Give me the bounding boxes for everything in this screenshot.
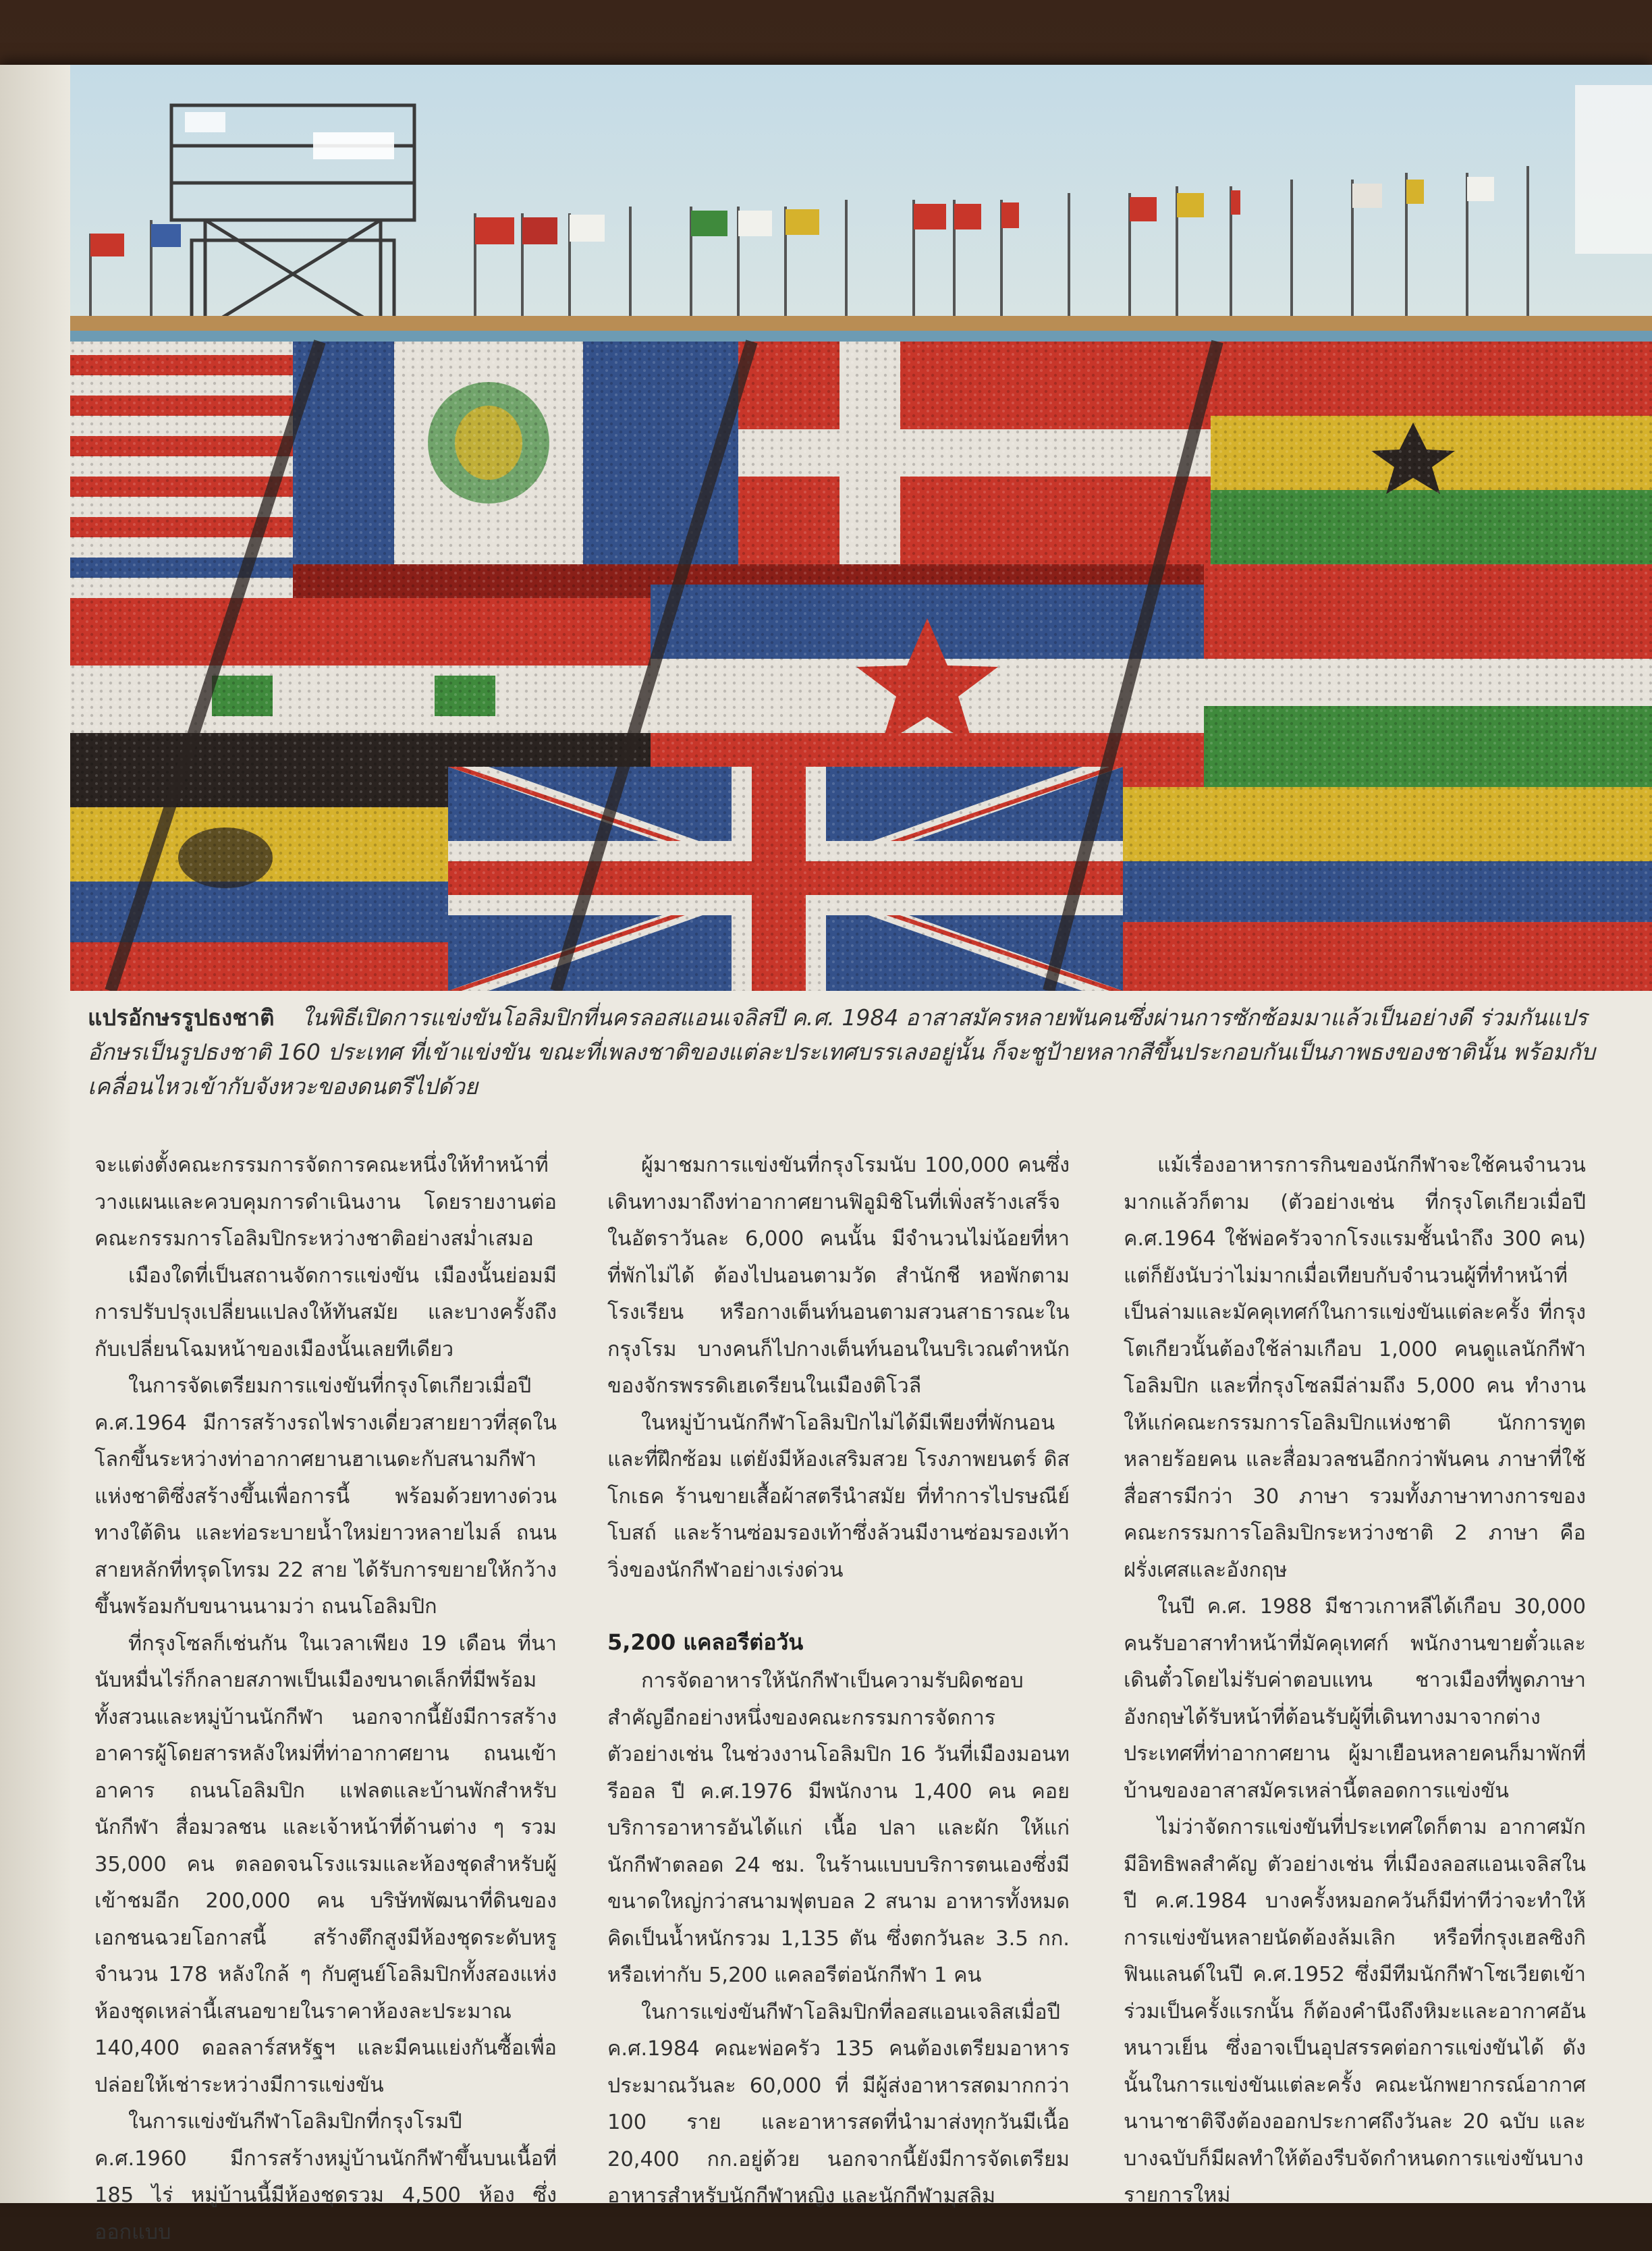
caption-body: ในพิธีเปิดการแข่งขันโอลิมปิกที่นครลอสแอนเจลิสปี ค.ศ. 1984 อาสาสมัครหลายพันคนซึ่งผ่านการซักซ้อมมาแล้วเป็นอย่างดี ร่วมกันแปรอักษรเป็นรูปธงชาติ 160 ประเทศ ที่เข้าแข่งขัน ขณะที่เพลงชาติของแต่ละประเทศบรรเลงอยู่นั้น ก็จะชูป้ายหลากสีขึ้นประกอบกันเป็นภาพธงของชาตินั้น พร้อมกับเคลื่อนไหวเข้ากับจังหวะของดนตรีไปด้วย [88, 1004, 1595, 1100]
stadium-flag-card-stunt-photo [70, 65, 1652, 991]
text-column-2 [607, 1147, 1070, 2215]
paragraph: แม้เรื่องอาหารการกินของนักกีฬาจะใช้คนจำนวนมากแล้วก็ตาม (ตัวอย่างเช่น ที่กรุงโตเกียวเมื่อปี ค.ศ.1964 ใช้พ่อครัวจากโรงแรมชั้นนำถึง 300 คน) แต่ก็ยังนับว่าไม่มากเมื่อเทียบกับจำนวนผู้ที่ทำหน้าที่เป็นล่ามและมัคคุเทศก์ในการแข่งขันแต่ละครั้ง ที่กรุงโตเกียวนั้นต้องใช้ล่ามเกือบ 1,000 คนดูแลนักกีฬาโอลิมปิก และที่กรุงโซลมีล่ามถึง 5,000 คน ทำงานให้แก่คณะกรรมการโอลิมปิกแห่งชาติ นักการทูตหลายร้อยคน และสื่อมวลชนอีกกว่าพันคน ภาษาที่ใช้สื่อสารมีกว่า 30 ภาษา รวมทั้งภาษาทางการของคณะกรรมการโอลิมปิกระหว่างชาติ 2 ภาษา คือฝรั่งเศสและอังกฤษ [1124, 1154, 1586, 1582]
paragraph: ในการแข่งขันกีฬาโอลิมปิกที่กรุงโรมปี ค.ศ.1960 มีการสร้างหมู่บ้านนักกีฬาขึ้นบนเนื้อที่ 185 ไร่ หมู่บ้านนี้มีห้องชุดรวม 4,500 ห้อง ซึ่งออกแบบ [94, 2110, 557, 2244]
text-column-1 [94, 1147, 557, 2251]
paragraph: ในการแข่งขันกีฬาโอลิมปิกที่ลอสแอนเจลิสเมื่อปี ค.ศ.1984 คณะพ่อครัว 135 คนต้องเตรียมอาหารประมาณวันละ 60,000 ที่ มีผู้ส่งอาหารสดมากกว่า 100 ราย และอาหารสดที่นำมาส่งทุกวันมีเนื้อ 20,400 กก.อยู่ด้วย นอกจากนี้ยังมีการจัดเตรียมอาหารสำหรับนักกีฬาหญิง และนักกีฬามุสลิม [607, 2000, 1070, 2208]
paragraph: ผู้มาชมการแข่งขันที่กรุงโรมนับ 100,000 คนซึ่งเดินทางมาถึงท่าอากาศยานฟิอูมิชิโนที่เพิ่งสร้างเสร็จในอัตราวันละ 6,000 คนนั้น มีจำนวนไม่น้อยที่หาที่พักไม่ได้ ต้องไปนอนตามวัด สำนักชี หอพักตามโรงเรียน หรือกางเต็นท์นอนตามสวนสาธารณะในกรุงโรม บางคนก็ไปกางเต็นท์นอนในบริเวณตำหนักของจักรพรรดิเฮเดรียนในเมืองติโวลี [607, 1154, 1070, 1398]
paragraph: จะแต่งตั้งคณะกรรมการจัดการคณะหนึ่งให้ทำหน้าที่วางแผนและควบคุมการดำเนินงาน โดยรายงานต่อคณะกรรมการโอลิมปิกระหว่างชาติอย่างสม่ำเสมอ [94, 1154, 557, 1251]
paragraph: ในการจัดเตรียมการแข่งขันที่กรุงโตเกียวเมื่อปี ค.ศ.1964 มีการสร้างรถไฟรางเดี่ยวสายยาวที่สุดในโลกขึ้นระหว่างท่าอากาศยานฮาเนดะกับสนามกีฬาแห่งชาติซึ่งสร้างขึ้นเพื่อการนี้ พร้อมด้วยทางด่วน ทางใต้ดิน และท่อระบายน้ำใหม่ยาวหลายไมล์ ถนนสายหลักที่ทรุดโทรม 22 สาย ได้รับการขยายให้กว้างขึ้นพร้อมกับขนานนามว่า ถนนโอลิมปิก [94, 1374, 557, 1619]
paragraph: เมืองใดที่เป็นสถานจัดการแข่งขัน เมืองนั้นย่อมมีการปรับปรุงเปลี่ยนแปลงให้ทันสมัย และบางครั้งถึงกับเปลี่ยนโฉมหน้าของเมืองนั้นเลยทีเดียว [94, 1264, 557, 1361]
paragraph: การจัดอาหารให้นักกีฬาเป็นความรับผิดชอบสำคัญอีกอย่างหนึ่งของคณะกรรมการจัดการ ตัวอย่างเช่น ในช่วงงานโอลิมปิก 16 วันที่เมืองมอนทรีออล ปี ค.ศ.1976 มีพนักงาน 1,400 คน คอยบริการอาหารอันได้แก่ เนื้อ ปลา และผัก ให้แก่นักกีฬาตลอด 24 ชม. ในร้านแบบบริการตนเองซึ่งมีขนาดใหญ่กว่าสนามฟุตบอล 2 สนาม อาหารทั้งหมดคิดเป็นน้ำหนักรวม 1,135 ตัน ซึ่งตกวันละ 3.5 กก. หรือเท่ากับ 5,200 แคลอรีต่อนักกีฬา 1 คน [607, 1669, 1070, 1987]
paragraph: ไม่ว่าจัดการแข่งขันที่ประเทศใดก็ตาม อากาศมักมีอิทธิพลสำคัญ ตัวอย่างเช่น ที่เมืองลอสแอนเจลิสในปี ค.ศ.1984 บางครั้งหมอกควันก็มีท่าทีว่าจะทำให้การแข่งขันหลายนัดต้องล้มเลิก หรือที่กรุงเฮลซิงกิฟินแลนด์ในปี ค.ศ.1952 ซึ่งมีทีมนักกีฬาโซเวียตเข้าร่วมเป็นครั้งแรกนั้น ก็ต้องคำนึงถึงหิมะและอากาศอันหนาวเย็น ซึ่งอาจเป็นอุปสรรคต่อการแข่งขันได้ ดังนั้นในการแข่งขันแต่ละครั้ง คณะนักพยากรณ์อากาศนานาชาติจึงต้องออกประกาศถึงวันละ 20 ฉบับ และบางฉบับก็มีผลทำให้ต้องรีบจัดกำหนดการแข่งขันบางรายการใหม่ [1124, 1816, 1586, 2207]
caption-title: แปรอักษรรูปธงชาติ [88, 1004, 275, 1031]
section-heading: 5,200 แคลอรีต่อวัน [607, 1629, 804, 1655]
paragraph: ที่กรุงโซลก็เช่นกัน ในเวลาเพียง 19 เดือน ที่นานับหมื่นไร่ก็กลายสภาพเป็นเมืองขนาดเล็กที่มีพร้อมทั้งสวนและหมู่บ้านนักกีฬา นอกจากนี้ยังมีการสร้างอาคารผู้โดยสารหลังใหม่ที่ท่าอากาศยาน ถนนเข้าอาคาร ถนนโอลิมปิก แฟลตและบ้านพักสำหรับนักกีฬา สื่อมวลชน และเจ้าหน้าที่ด้านต่าง ๆ รวม 35,000 คน ตลอดจนโรงแรมและห้องชุดสำหรับผู้เข้าชมอีก 200,000 คน บริษัทพัฒนาที่ดินของเอกชนฉวยโอกาสนี้ สร้างตึกสูงมีห้องชุดระดับหรูจำนวน 178 หลังใกล้ ๆ กับศูนย์โอลิมปิกทั้งสองแห่ง ห้องชุดเหล่านี้เสนอขายในราคาห้องละประมาณ 140,400 ดอลลาร์สหรัฐฯ และมีคนแย่งกันซื้อเพื่อปล่อยให้เช่าระหว่างมีการแข่งขัน [94, 1631, 557, 2097]
text-column-3 [1124, 1147, 1586, 2215]
paragraph: ในปี ค.ศ. 1988 มีชาวเกาหลีได้เกือบ 30,000 คนรับอาสาทำหน้าที่มัคคุเทศก์ พนักงานขายตั๋วและเดินตั๋วโดยไม่รับค่าตอบแทน ชาวเมืองที่พูดภาษาอังกฤษได้รับหน้าที่ต้อนรับผู้ที่เดินทางมาจากต่างประเทศที่ท่าอากาศยาน ผู้มาเยือนหลายคนก็มาพักที่บ้านของอาสาสมัครเหล่านี้ตลอดการแข่งขัน [1124, 1595, 1586, 1803]
paragraph: ในหมู่บ้านนักกีฬาโอลิมปิกไม่ได้มีเพียงที่พักนอนและที่ฝึกซ้อม แต่ยังมีห้องเสริมสวย โรงภาพยนตร์ ดิสโกเธค ร้านขายเสื้อผ้าสตรีนำสมัย ที่ทำการไปรษณีย์ โบสถ์ และร้านซ่อมรองเท้าซึ่งล้วนมีงานซ่อมรองเท้าวิ่งของนักกีฬาอย่างเร่งด่วน [607, 1411, 1070, 1582]
photo-caption [88, 1000, 1599, 1104]
page-gutter-shadow [0, 65, 70, 2203]
